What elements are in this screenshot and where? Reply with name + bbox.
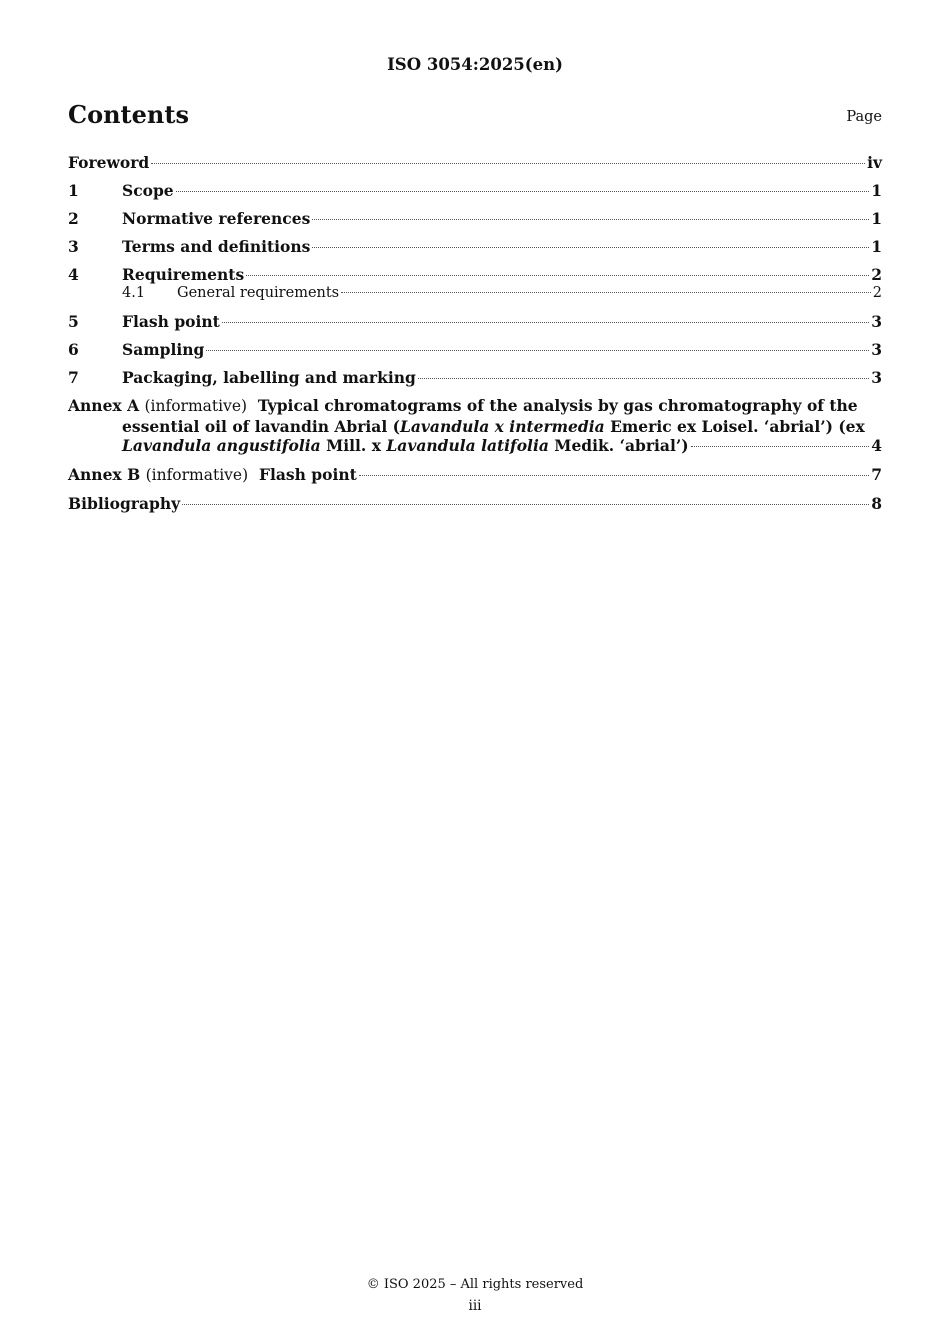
toc-title: Bibliography (68, 493, 181, 513)
toc-title: Normative references (122, 209, 311, 228)
toc-number: 2 (68, 209, 79, 228)
annex-title-text: essential oil of lavandin Abrial ( (122, 416, 400, 436)
dot-leader (359, 475, 869, 476)
toc-title: Sampling (122, 340, 205, 359)
toc-entry-foreword[interactable] (68, 153, 882, 172)
document-id-header: ISO 3054:2025(en) (387, 55, 563, 74)
toc-page: 1 (871, 209, 882, 228)
toc-page: 3 (871, 312, 882, 331)
toc-title: Flash point (122, 312, 220, 331)
toc-title: Scope (122, 181, 174, 200)
toc-entry-annex-b[interactable] (68, 465, 882, 485)
dot-leader (418, 378, 869, 379)
toc-page: 1 (871, 237, 882, 256)
annex-title-italic: Lavandula x intermedia (399, 416, 605, 436)
toc-entry-scope[interactable] (68, 181, 882, 200)
dot-leader (312, 247, 869, 248)
toc-page: 7 (871, 464, 882, 484)
toc-title: General requirements (177, 285, 340, 301)
toc-number: 3 (68, 237, 79, 256)
toc-title: Foreword (68, 153, 150, 172)
toc-entry-general-requirements[interactable] (68, 284, 882, 303)
copyright-notice: © ISO 2025 – All rights reserved (366, 1277, 584, 1292)
annex-title-text: Emeric ex Loisel. ‘abrial’) (ex (604, 416, 865, 436)
toc-number: 6 (68, 340, 79, 359)
annex-title-text: Medik. ‘abrial’) (548, 436, 689, 455)
annex-title-line-1: Typical chromatograms of the analysis by gas chromatography of the (257, 396, 858, 415)
toc-entry-packaging[interactable] (68, 368, 882, 387)
contents-heading-row (68, 100, 882, 134)
annex-informative: (informative) (144, 397, 248, 415)
annex-informative: (informative) (145, 465, 249, 484)
toc-page: 3 (871, 368, 882, 387)
toc-page: 4 (871, 436, 882, 455)
dot-leader (206, 350, 869, 351)
toc-page: 2 (872, 285, 882, 301)
page-column-label: Page (846, 109, 882, 125)
annex-title-italic: Lavandula latifolia (386, 436, 549, 455)
dot-leader (246, 275, 869, 276)
annex-label: Annex B (68, 464, 141, 484)
toc-page: 1 (871, 181, 882, 200)
annex-a-line-2 (68, 417, 882, 437)
annex-a-line-1 (68, 396, 882, 417)
annex-title-text: Mill. x (320, 436, 387, 455)
toc-entry-terms-and-definitions[interactable] (68, 237, 882, 256)
dot-leader (691, 446, 870, 447)
toc-entry-requirements[interactable] (68, 265, 882, 284)
table-of-contents (68, 153, 882, 513)
toc-entry-annex-a[interactable] (68, 396, 882, 456)
page-number: iii (468, 1298, 482, 1314)
annex-label: Annex A (68, 396, 140, 415)
toc-page: 2 (871, 265, 882, 284)
toc-entry-normative-references[interactable] (68, 209, 882, 228)
toc-number: 5 (68, 312, 79, 331)
annex-a-line-3 (68, 436, 882, 456)
dot-leader (341, 292, 871, 293)
toc-entry-flash-point[interactable] (68, 312, 882, 331)
dot-leader (222, 322, 869, 323)
toc-number: 7 (68, 368, 79, 387)
dot-leader (312, 219, 869, 220)
toc-title: Packaging, labelling and marking (122, 368, 416, 387)
toc-title: Requirements (122, 265, 245, 284)
toc-page: 3 (871, 340, 882, 359)
toc-page: iv (867, 153, 882, 172)
toc-number: 1 (68, 181, 79, 200)
toc-number: 4 (68, 265, 79, 284)
dot-leader (151, 163, 865, 164)
toc-number: 4.1 (122, 285, 146, 301)
toc-title (68, 465, 357, 485)
contents-title: Contents (68, 100, 189, 129)
annex-title-italic: Lavandula angustifolia (122, 436, 321, 455)
dot-leader (182, 504, 869, 505)
toc-title: Terms and definitions (122, 237, 311, 256)
dot-leader (176, 191, 870, 192)
toc-page: 8 (871, 493, 882, 513)
toc-entry-bibliography[interactable] (68, 494, 882, 513)
annex-title: Flash point (258, 464, 357, 484)
toc-entry-sampling[interactable] (68, 340, 882, 359)
